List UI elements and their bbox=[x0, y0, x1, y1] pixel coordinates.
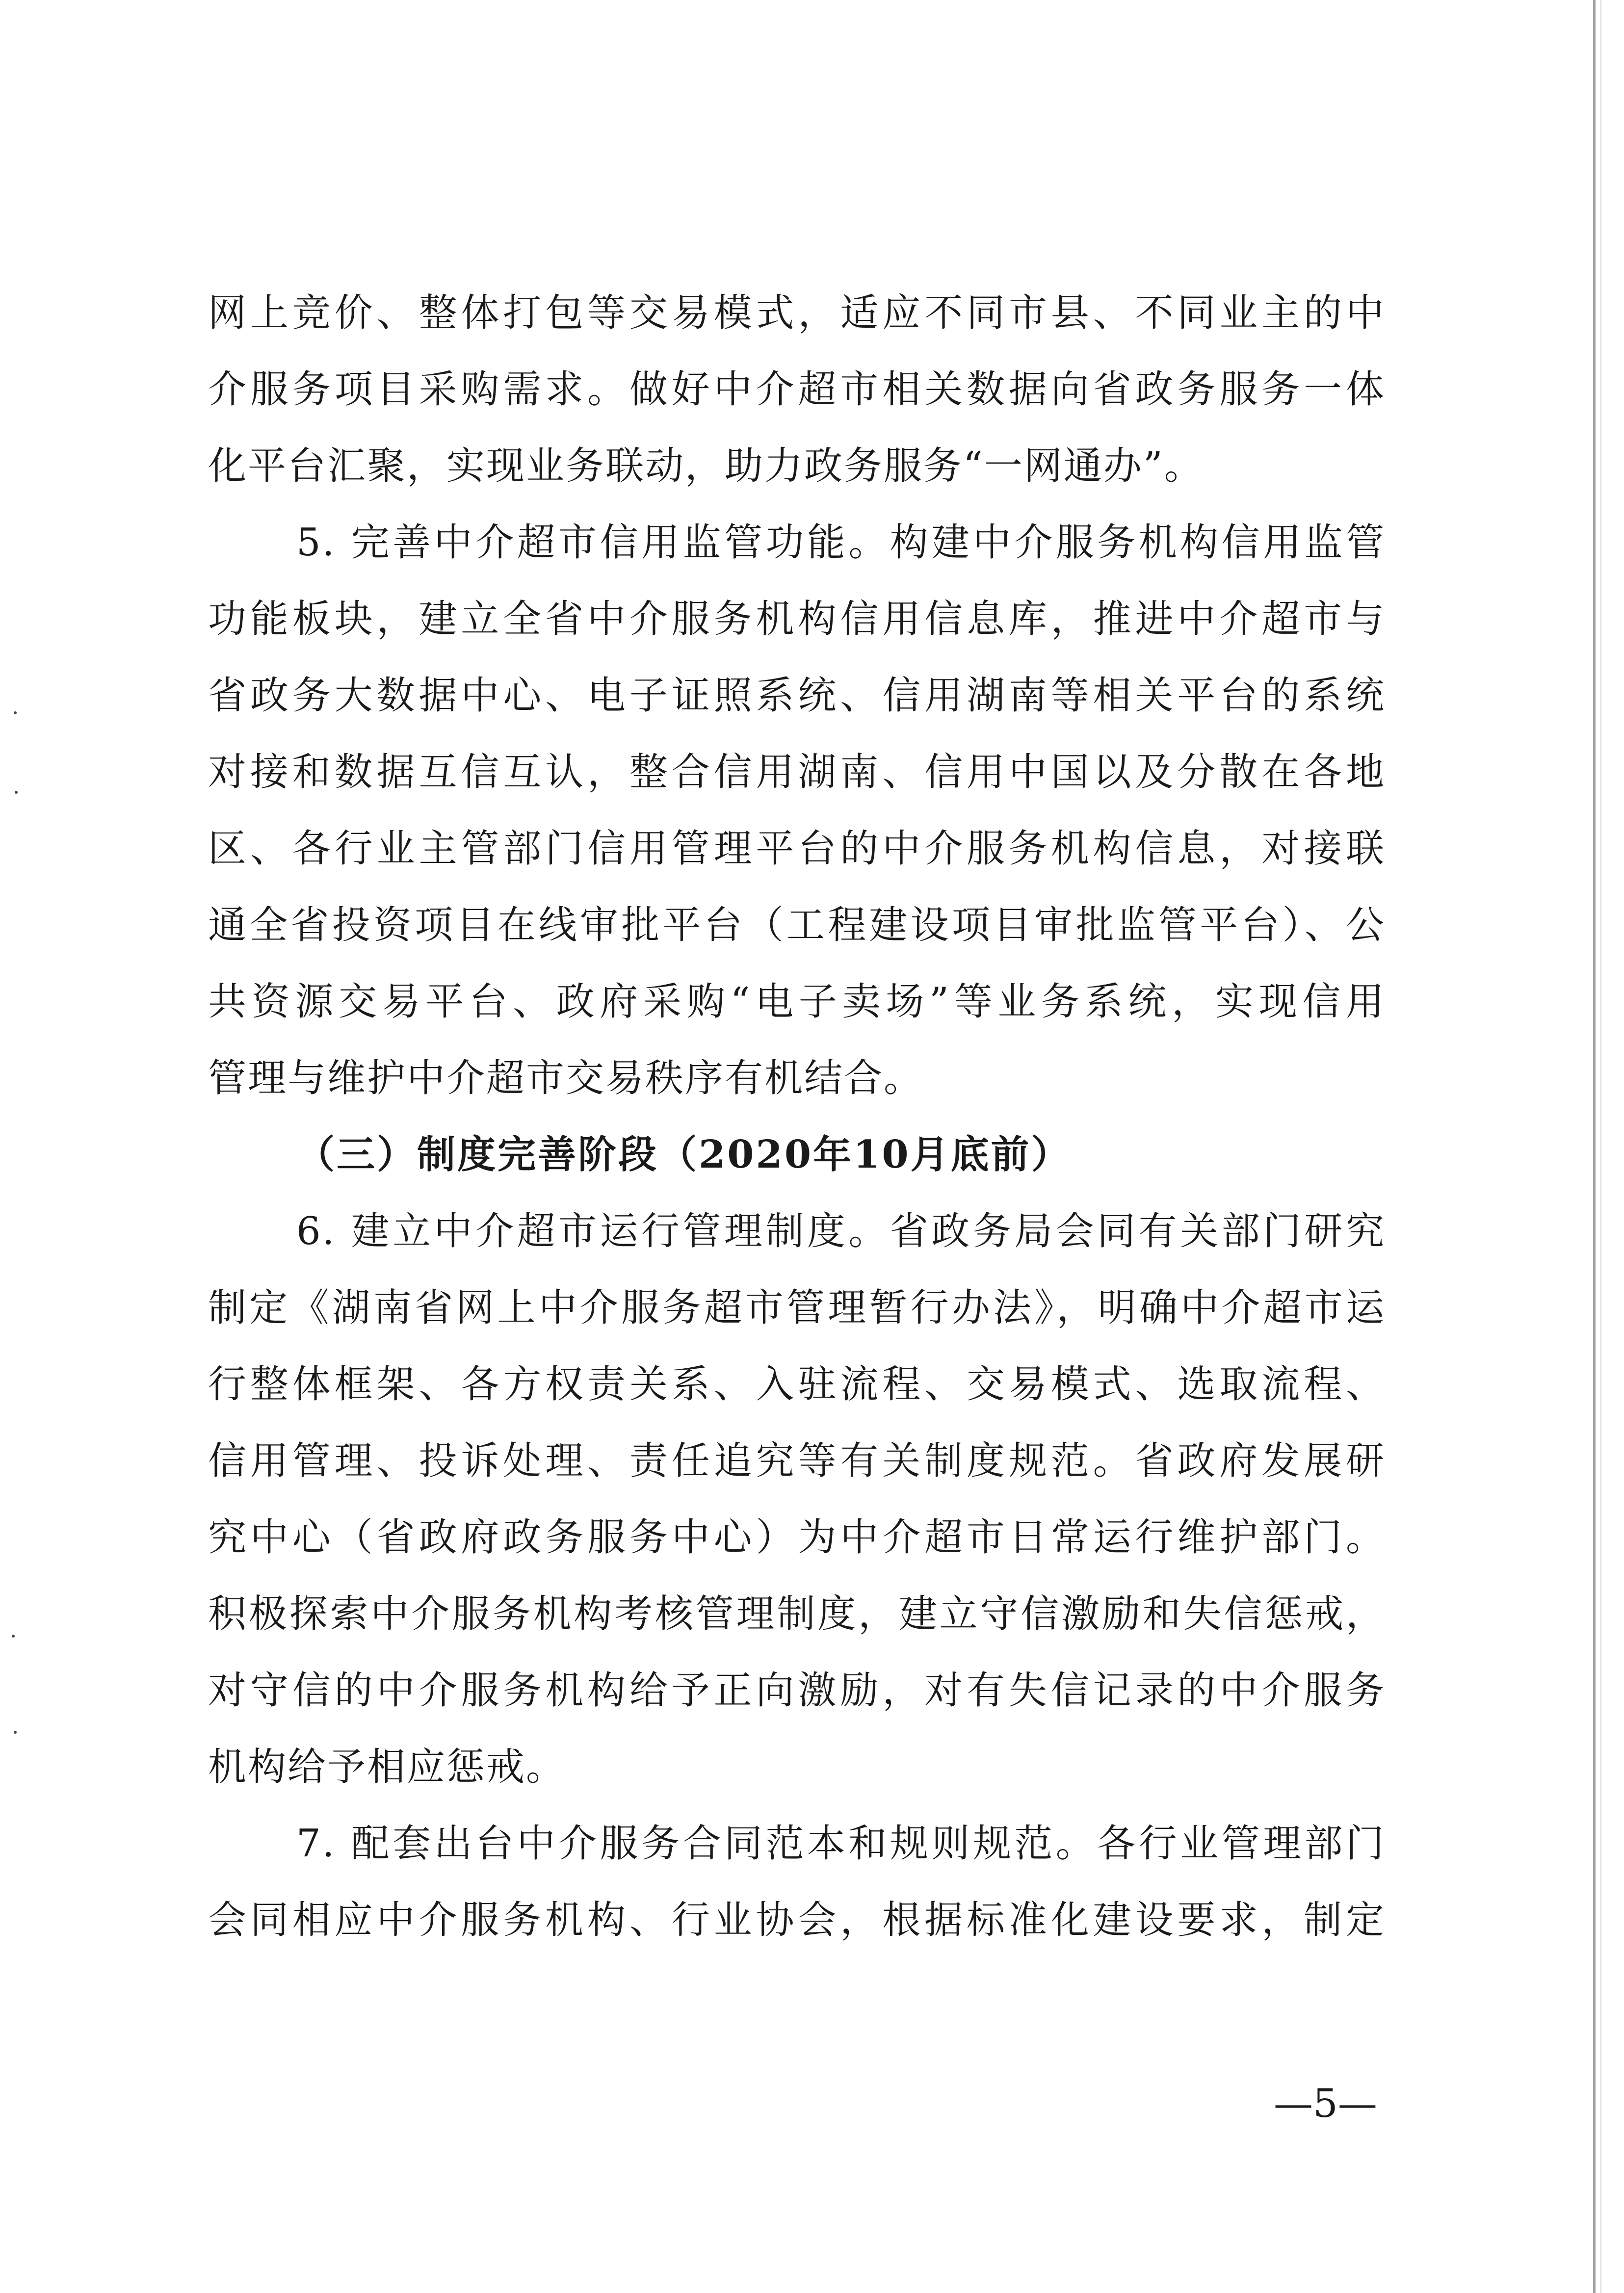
text-line: 7. 配套出台中介服务合同范本和规则规范。各行业管理部门 bbox=[296, 1822, 1386, 1866]
body-text bbox=[208, 275, 1386, 1958]
scan-speck bbox=[15, 791, 18, 794]
scan-speck bbox=[12, 1635, 15, 1638]
text-line: 通全省投资项目在线审批平台（工程建设项目审批监管平台）、公 bbox=[208, 903, 1386, 947]
text-line: 积极探索中介服务机构考核管理制度，建立守信激励和失信惩戒， bbox=[208, 1592, 1386, 1636]
text-line: 网上竞价、整体打包等交易模式，适应不同市县、不同业主的中 bbox=[208, 291, 1386, 335]
text-line: 6. 建立中介超市运行管理制度。省政务局会同有关部门研究 bbox=[296, 1209, 1386, 1253]
text-line: 行整体框架、各方权责关系、入驻流程、交易模式、选取流程、 bbox=[208, 1362, 1386, 1407]
text-line: 化平台汇聚，实现业务联动，助力政务服务“一网通办”。 bbox=[208, 444, 1204, 488]
text-line: 共资源交易平台、政府采购“电子卖场”等业务系统，实现信用 bbox=[208, 980, 1386, 1024]
text-line: 管理与维护中介超市交易秩序有机结合。 bbox=[208, 1056, 924, 1100]
text-line: 制定《湖南省网上中介服务超市管理暂行办法》，明确中介超市运 bbox=[208, 1286, 1386, 1330]
text-line: 究中心（省政府政务服务中心）为中介超市日常运行维护部门。 bbox=[208, 1515, 1386, 1560]
text-line: 信用管理、投诉处理、责任追究等有关制度规范。省政府发展研 bbox=[208, 1439, 1386, 1483]
text-line: 5. 完善中介超市信用监管功能。构建中介服务机构信用监管 bbox=[296, 521, 1386, 565]
page-number: —5— bbox=[1274, 2081, 1377, 2126]
text-line: 介服务项目采购需求。做好中介超市相关数据向省政务服务一体 bbox=[208, 367, 1386, 412]
text-line: 对接和数据互信互认，整合信用湖南、信用中国以及分散在各地 bbox=[208, 750, 1386, 794]
scan-edge-line-secondary bbox=[1600, 0, 1601, 2293]
scan-speck bbox=[14, 1731, 17, 1734]
text-line: 会同相应中介服务机构、行业协会，根据标准化建设要求，制定 bbox=[208, 1898, 1386, 1942]
section-heading: （三）制度完善阶段（2020年10月底前） bbox=[296, 1132, 1072, 1177]
text-line: 功能板块，建立全省中介服务机构信用信息库，推进中介超市与 bbox=[208, 597, 1386, 641]
text-line: 机构给予相应惩戒。 bbox=[208, 1745, 566, 1789]
scan-speck bbox=[14, 711, 17, 714]
scan-edge-line bbox=[1593, 0, 1596, 2293]
text-line: 省政务大数据中心、电子证照系统、信用湖南等相关平台的系统 bbox=[208, 674, 1386, 718]
text-line: 区、各行业主管部门信用管理平台的中介服务机构信息，对接联 bbox=[208, 827, 1386, 871]
text-line: 对守信的中介服务机构给予正向激励，对有失信记录的中介服务 bbox=[208, 1668, 1386, 1713]
